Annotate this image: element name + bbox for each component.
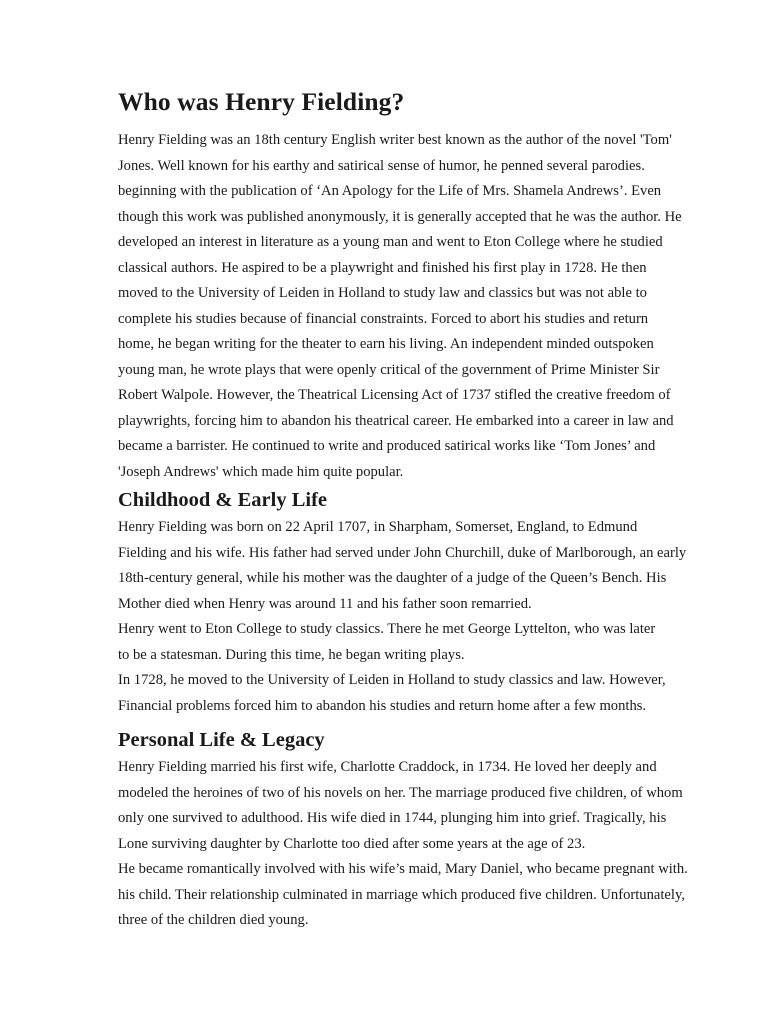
intro-line: beginning with the publication of ‘An Apology for the Life of Mrs. Shamela Andrews’. Even: [118, 183, 662, 199]
intro-line: moved to the University of Leiden in Holland to study law and classics but was not able to: [118, 285, 647, 301]
personal-paragraph: [118, 755, 718, 934]
childhood-paragraph: [118, 515, 718, 719]
personal-line: only one survived to adulthood. His wife died in 1744, plunging him into grief. Tragically, his: [118, 810, 667, 826]
intro-line: classical authors. He aspired to be a playwright and finished his first play in 1728. He then: [118, 259, 647, 276]
intro-line: playwrights, forcing him to abandon his theatrical career. He embarked into a career in law and: [118, 412, 674, 429]
intro-line: developed an interest in literature as a young man and went to Eton College where he studied: [118, 234, 663, 250]
intro-line: became a barrister. He continued to write and produced satirical works like ‘Tom Jones’ and: [118, 438, 656, 454]
childhood-line: Mother died when Henry was around 11 and his father soon remarried.: [118, 595, 532, 612]
personal-line: three of the children died young.: [118, 912, 309, 928]
intro-line: young man, he wrote plays that were openly critical of the government of Prime Minister Sir: [118, 361, 660, 378]
intro-line: Jones. Well known for his earthy and satirical sense of humor, he penned several parodies.: [118, 157, 645, 174]
childhood-line: In 1728, he moved to the University of Leiden in Holland to study classics and law. However,: [118, 672, 666, 688]
childhood-line: Financial problems forced him to abandon his studies and return home after a few months.: [118, 697, 647, 714]
intro-line: home, he began writing for the theater to earn his living. An independent minded outspoken: [118, 336, 654, 352]
intro-line: complete his studies because of financial constraints. Forced to abort his studies and return: [118, 310, 649, 327]
childhood-line: 18th-century general, while his mother was the daughter of a judge of the Queen’s Bench. His: [118, 570, 667, 586]
section-heading-childhood: Childhood & Early Life: [118, 489, 328, 511]
personal-line: He became romantically involved with his wife’s maid, Mary Daniel, who became pregnant with.: [118, 861, 688, 877]
intro-line: 'Joseph Andrews' which made him quite popular.: [118, 463, 404, 480]
personal-line: his child. Their relationship culminated in marriage which produced five children. Unfortunately,: [118, 886, 685, 903]
document-page: [118, 86, 718, 934]
page-title: Who was Henry Fielding?: [118, 87, 405, 116]
childhood-line: Henry went to Eton College to study classics. There he met George Lyttelton, who was later: [118, 621, 656, 637]
personal-line: modeled the heroines of two of his novels on her. The marriage produced five children, of whom: [118, 784, 683, 801]
intro-line: Robert Walpole. However, the Theatrical Licensing Act of 1737 stifled the creative freedom of: [118, 387, 671, 403]
intro-paragraph: [118, 128, 718, 485]
personal-line: Henry Fielding married his first wife, Charlotte Craddock, in 1734. He loved her deeply and: [118, 759, 657, 775]
intro-line: though this work was published anonymously, it is generally accepted that he was the author. He: [118, 208, 682, 225]
childhood-line: Henry Fielding was born on 22 April 1707, in Sharpham, Somerset, England, to Edmund: [118, 519, 638, 535]
intro-line: Henry Fielding was an 18th century English writer best known as the author of the novel 'Tom': [118, 132, 672, 148]
childhood-line: to be a statesman. During this time, he began writing plays.: [118, 646, 465, 663]
personal-line: Lone surviving daughter by Charlotte too died after some years at the age of 23.: [118, 835, 586, 852]
section-heading-personal: Personal Life & Legacy: [118, 729, 325, 751]
childhood-line: Fielding and his wife. His father had served under John Churchill, duke of Marlborough, an early: [118, 544, 687, 561]
